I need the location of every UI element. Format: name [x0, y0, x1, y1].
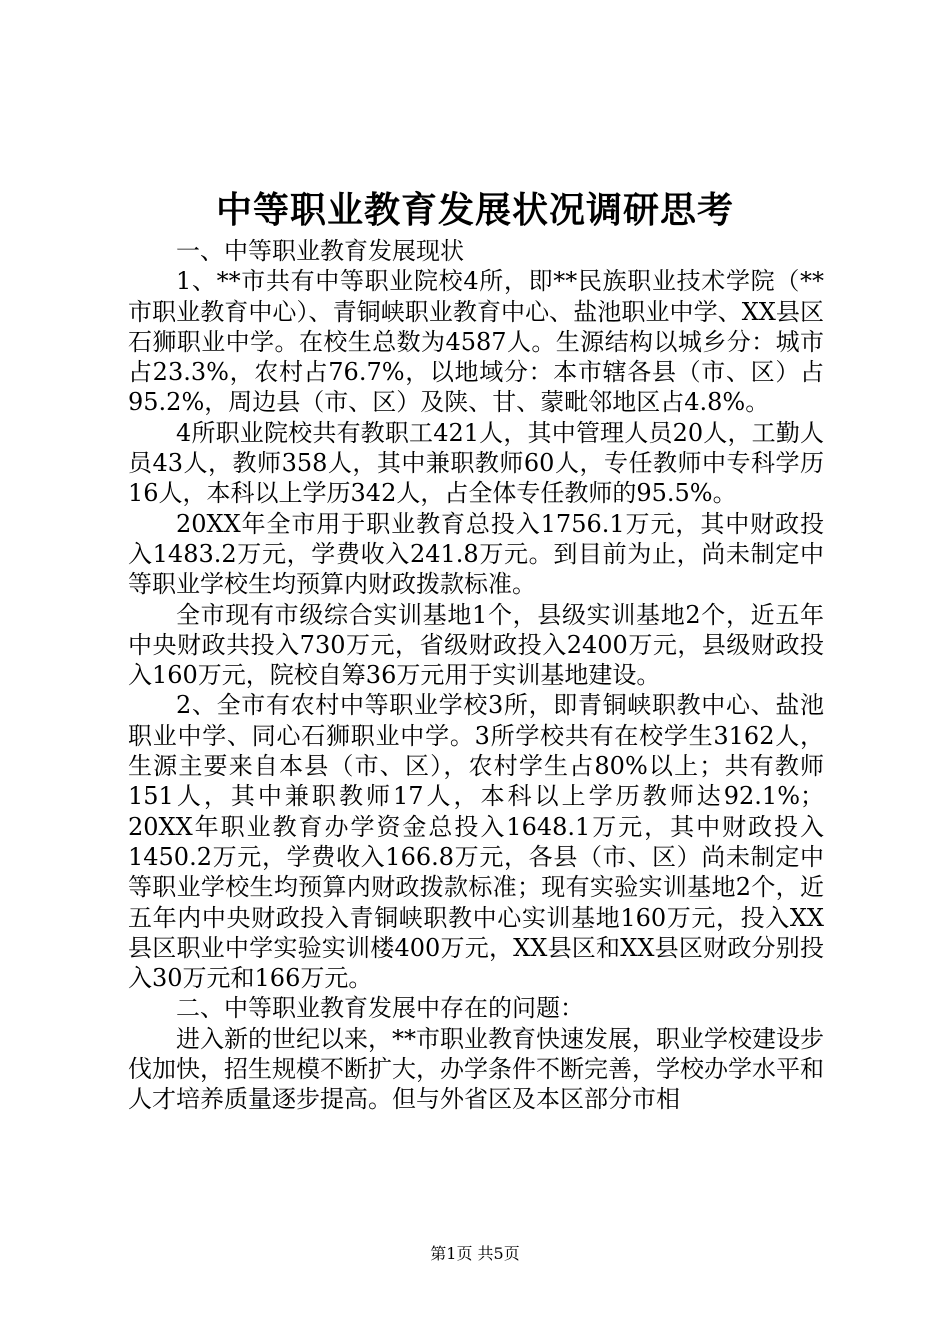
page-number-footer: 第1页 共5页: [430, 1244, 520, 1263]
paragraph-4: 全市现有市级综合实训基地1个，县级实训基地2个，近五年中央财政共投入730万元，省级财政投入2400万元，县级财政投入160万元，院校自筹36万元用于实训基地建设。: [128, 600, 824, 690]
paragraph-2: 4所职业院校共有教职工421人，其中管理人员20人，工勤人员43人，教师358人，其中兼职教师60人，专任教师中专科学历16人，本科以上学历342人，占全体专任教师的95.5%。: [128, 418, 824, 508]
section-heading-1: 一、中等职业教育发展现状: [176, 237, 464, 265]
document-title: 中等职业教育发展状况调研思考: [215, 189, 734, 231]
paragraph-6: 进入新的世纪以来，**市职业教育快速发展，职业学校建设步伐加快，招生规模不断扩大，办学条件不断完善，学校办学水平和人才培养质量逐步提高。但与外省区及本区部分市相: [128, 1024, 824, 1114]
section-heading-2: 二、中等职业教育发展中存在的问题：: [176, 994, 584, 1023]
paragraph-3: 20XX年全市用于职业教育总投入1756.1万元，其中财政投入1483.2万元，学费收入241.8万元。到目前为止，尚未制定中等职业学校生均预算内财政拨款标准。: [128, 509, 824, 599]
paragraph-5: 2、全市有农村中等职业学校3所，即青铜峡职教中心、盐池职业中学、同心石狮职业中学。3所学校共有在校学生3162人，生源主要来自本县（市、区），农村学生占80%以上；共有教师151人，其中兼职教师17人，本科以上学历教师达92.1%；20XX年职业教育办学资金总投入1648.1万元，其中财政投入1450.2万元，学费收入166.8万元，各县（市、区）尚未制定中等职业学校生均预算内财政拨款标准；现有实验实训基地2个，近五年内中央财政投入青铜峡职教中心实训基地160万元，投入XX县区职业中学实验实训楼400万元，XX县区和XX县区财政分别投入30万元和166万元。: [128, 691, 824, 993]
paragraph-1: 1、**市共有中等职业院校4所，即**民族职业技术学院（**市职业教育中心）、青铜峡职业教育中心、盐池职业中学、XX县区石狮职业中学。在校生总数为4587人。生源结构以城乡分：城市占23.3%，农村占76.7%，以地域分：本市辖各县（市、区）占95.2%，周边县（市、区）及陕、甘、蒙毗邻地区占4.8%。: [128, 267, 824, 417]
document-body: [128, 236, 824, 1115]
